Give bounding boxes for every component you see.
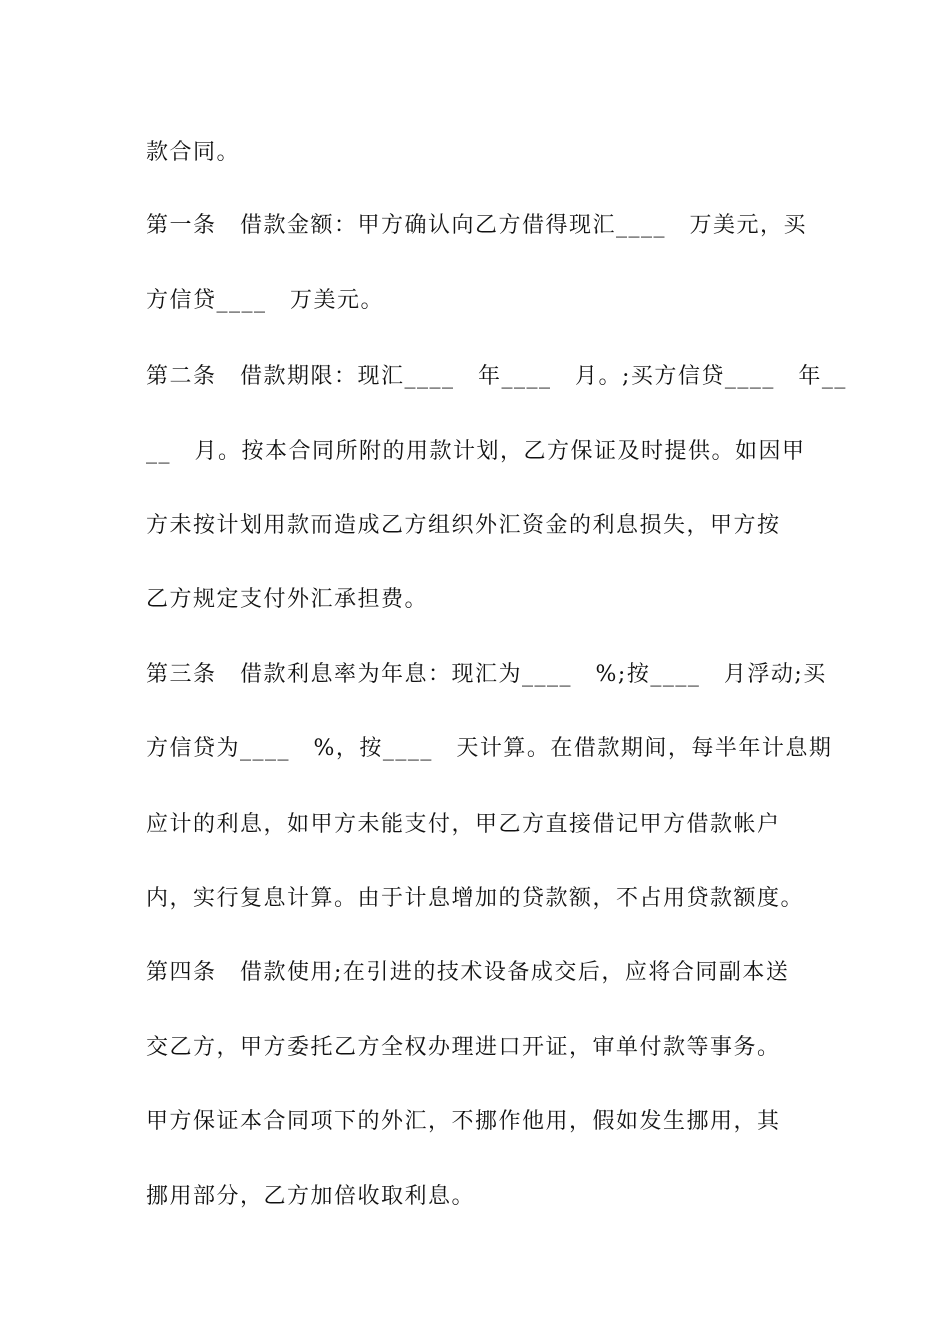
text-line-3: 方信贷____ 万美元。	[146, 288, 385, 313]
text-line-1: 款合同。	[146, 140, 241, 165]
text-line-8: 第三条 借款利息率为年息：现汇为____ %;按____ 月浮动;买	[146, 662, 827, 687]
text-line-13: 交乙方，甲方委托乙方全权办理进口开证，审单付款等事务。	[146, 1035, 781, 1060]
text-line-11: 内，实行复息计算。由于计息增加的贷款额，不占用贷款额度。	[146, 886, 805, 911]
text-line-15: 挪用部分，乙方加倍收取利息。	[146, 1184, 476, 1209]
text-line-7: 乙方规定支付外汇承担费。	[146, 587, 429, 612]
text-line-14: 甲方保证本合同项下的外汇，不挪作他用，假如发生挪用，其	[146, 1109, 781, 1134]
text-line-5: __ 月。按本合同所附的用款计划，乙方保证及时提供。如因甲	[146, 439, 806, 464]
text-line-2: 第一条 借款金额：甲方确认向乙方借得现汇____ 万美元，买	[146, 213, 808, 238]
text-line-4: 第二条 借款期限：现汇____ 年____ 月。;买方信贷____ 年__	[146, 364, 847, 389]
text-line-12: 第四条 借款使用;在引进的技术设备成交后，应将合同副本送	[146, 960, 790, 985]
text-line-9: 方信贷为____ %，按____ 天计算。在借款期间，每半年计息期	[146, 736, 833, 761]
text-line-6: 方未按计划用款而造成乙方组织外汇资金的利息损失，甲方按	[146, 513, 781, 538]
text-line-10: 应计的利息，如甲方未能支付，甲乙方直接借记甲方借款帐户	[146, 812, 781, 837]
